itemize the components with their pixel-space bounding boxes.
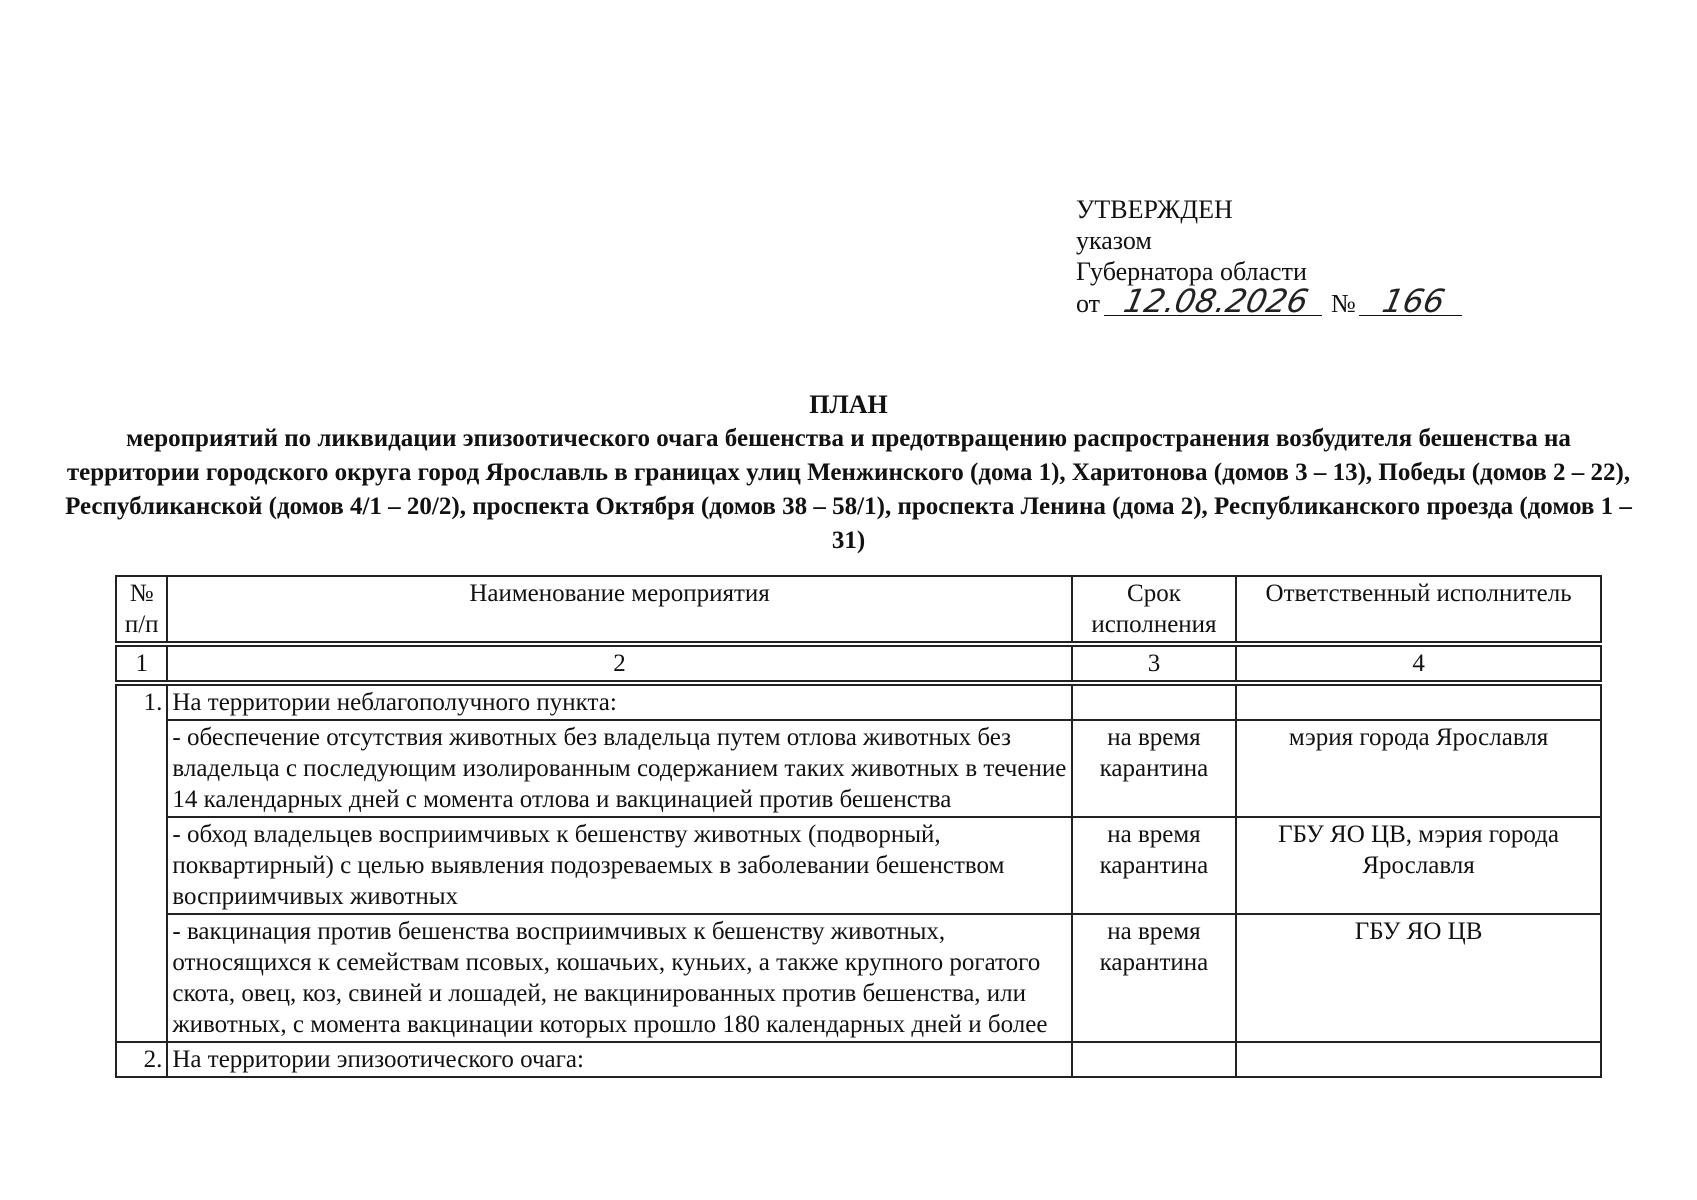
row-number-empty xyxy=(116,817,167,914)
section-term-empty xyxy=(1072,685,1236,720)
section-row-1 xyxy=(116,685,1601,720)
document-title: ПЛАН xyxy=(809,390,888,419)
approval-date-prefix: от xyxy=(1076,289,1101,318)
header-number: № п/п xyxy=(116,576,167,642)
document-subtitle: мероприятий по ликвидации эпизоотического очага бешенства и предотвращению распространения возбудителя бешенства на территории городского округа город Ярославль в границах улиц Менжинского (дома 1), Харитонова (домов 3 – 13), Победы (домов 2 – 22), Республиканской (домов 4/1 – 20/2), проспекта Октября (домов 38 – 58/1), проспекта Ленина (дома 2), Республиканского проезда (домов 1 – 31) xyxy=(65,425,1632,554)
approval-governor: Губернатора области xyxy=(1076,257,1307,286)
row-number-empty xyxy=(116,914,167,1042)
header-name: Наименование мероприятия xyxy=(167,576,1071,642)
column-number-3: 3 xyxy=(1072,646,1236,681)
table-header-row xyxy=(116,576,1601,642)
column-number-4: 4 xyxy=(1236,646,1601,681)
section-executor-empty xyxy=(1236,685,1601,720)
approval-date-handwritten: 12.08.2026 xyxy=(1103,287,1327,316)
row-name: - вакцинация против бешенства восприимчивых к бешенству животных, относящихся к семействам псовых, кошачьих, куньих, а также крупного рогатого скота, овец, коз, свиней и лошадей, не вакцинированных против бешенства, или животных, с момента вакцинации которых прошло 180 календарных дней и более xyxy=(167,914,1071,1042)
table-row xyxy=(116,914,1601,1042)
column-number-1: 1 xyxy=(116,646,167,681)
section-term-empty xyxy=(1072,1042,1236,1077)
header-executor: Ответственный исполнитель xyxy=(1236,576,1601,642)
document-title-block xyxy=(60,388,1637,558)
table-row xyxy=(116,720,1601,817)
section-number: 2. xyxy=(116,1042,167,1077)
row-term: на время карантина xyxy=(1072,817,1236,914)
approval-approved: УТВЕРЖДЕН xyxy=(1076,195,1233,224)
table-row xyxy=(116,817,1601,914)
plan-table xyxy=(115,575,1602,1078)
approval-number-prefix: № xyxy=(1331,289,1356,318)
row-executor: ГБУ ЯО ЦВ, мэрия города Ярославля xyxy=(1236,817,1601,914)
row-executor: ГБУ ЯО ЦВ xyxy=(1236,914,1601,1042)
header-term: Срок исполнения xyxy=(1072,576,1236,642)
approval-stamp xyxy=(1076,194,1465,319)
column-number-row xyxy=(116,646,1601,681)
row-executor: мэрия города Ярославля xyxy=(1236,720,1601,817)
column-number-2: 2 xyxy=(167,646,1071,681)
section-executor-empty xyxy=(1236,1042,1601,1077)
row-name: - обеспечение отсутствия животных без владельца путем отлова животных без владельца с последующим изолированным содержанием таких животных в течение 14 календарных дней с момента отлова и вакцинацией против бешенства xyxy=(167,720,1071,817)
row-number-empty xyxy=(116,720,167,817)
row-name: - обход владельцев восприимчивых к бешенству животных (подворный, поквартирный) с целью выявления подозреваемых в заболевании бешенством восприимчивых животных xyxy=(167,817,1071,914)
row-term: на время карантина xyxy=(1072,720,1236,817)
section-title: На территории неблагополучного пункта: xyxy=(167,685,1071,720)
section-row-2 xyxy=(116,1042,1601,1077)
section-title: На территории эпизоотического очага: xyxy=(167,1042,1071,1077)
approval-by-decree: указом xyxy=(1076,226,1152,255)
section-number: 1. xyxy=(116,685,167,720)
approval-number-handwritten: 166 xyxy=(1359,287,1468,316)
approval-date-line xyxy=(1076,282,1465,320)
row-term: на время карантина xyxy=(1072,914,1236,1042)
